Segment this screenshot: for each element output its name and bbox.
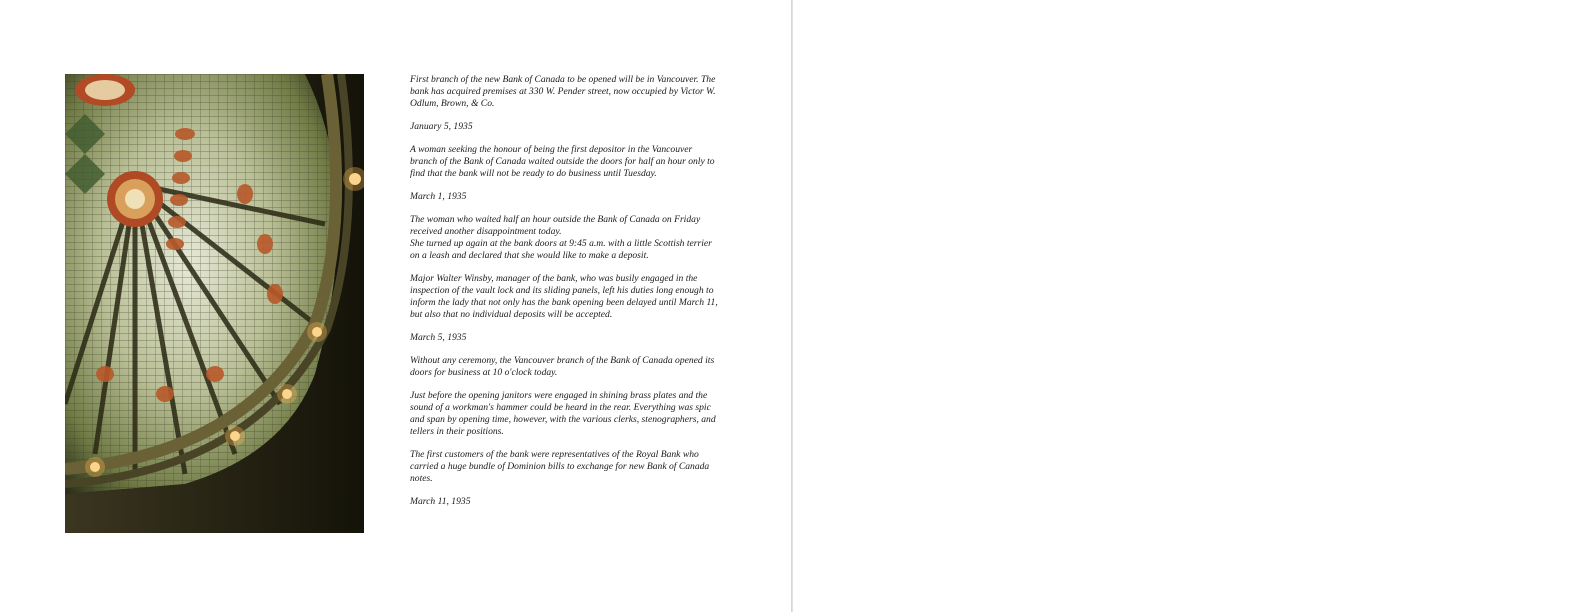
paragraph-opening: First branch of the new Bank of Canada to be opened will be in Vancouver. The bank has acquired premises at 330 W. Pender street, now occupied by Victor W. Odlum, Brown, & Co.	[410, 74, 716, 109]
stained-glass-dome-photo-left	[65, 74, 364, 533]
right-page	[793, 0, 1584, 612]
date-march-1: March 1, 1935	[410, 191, 467, 202]
date-march-5: March 5, 1935	[410, 332, 467, 343]
article-text-column	[410, 74, 720, 519]
paragraph-first-depositor: A woman seeking the honour of being the first depositor in the Vancouver branch of the Bank of Canada waited outside the doors for half an hour only to find that the bank will not be ready to do business until Tuesday.	[410, 144, 715, 179]
left-page	[0, 0, 791, 612]
date-march-11: March 11, 1935	[410, 496, 471, 507]
paragraph-opening-day: Without any ceremony, the Vancouver branch of the Bank of Canada opened its doors for business at 10 o'clock today.	[410, 355, 715, 378]
paragraph-manager: Major Walter Winsby, manager of the bank, who was busily engaged in the inspection of the vault lock and its sliding panels, left his duties long enough to inform the lady that not only has the bank opening been delayed until March 11, but also that no individual deposits will be accepted.	[410, 273, 718, 320]
paragraph-second-attempt: The woman who waited half an hour outside the Bank of Canada on Friday received another disappointment today. She turned up again at the bank doors at 9:45 a.m. with a little Scottish terrier on a leash and declared that she would like to make a deposit.	[410, 214, 712, 261]
paragraph-first-customers: The first customers of the bank were representatives of the Royal Bank who carried a huge bundle of Dominion bills to exchange for new Bank of Canada notes.	[410, 449, 710, 484]
stained-glass-dome-side-view	[65, 74, 364, 533]
date-january-5: January 5, 1935	[410, 121, 473, 132]
paragraph-preparations: Just before the opening janitors were engaged in shining brass plates and the sound of a workman's hammer could be heard in the rear. Everything was spic and span by opening time, however, with the various clerks, stenographers, and tellers in their positions.	[410, 390, 716, 437]
